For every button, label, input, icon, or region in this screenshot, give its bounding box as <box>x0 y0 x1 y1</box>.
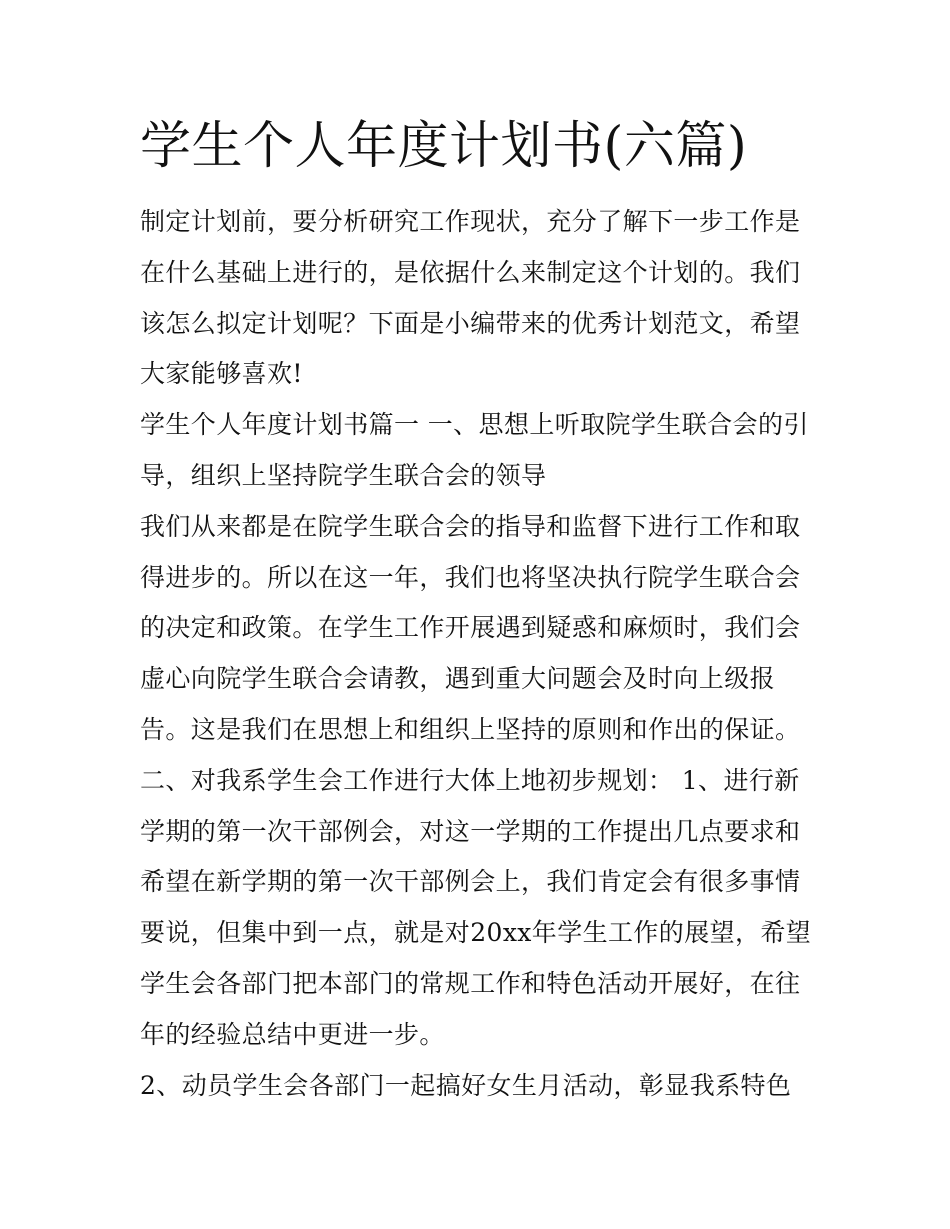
paragraph-item-two: 2、动员学生会各部门一起搞好女生月活动，彰显我系特色 <box>140 1070 792 1100</box>
paragraph-section-one-body: 我们从来都是在院学生联合会的指导和监督下进行工作和取得进步的。所以在这一年，我们也将坚决执行院学生联合会的决定和政策。在学生工作开展遇到疑惑和麻烦时，我们会虚心向院学生联合会请教，遇到重大问题会及时向上级报告。这是我们在思想上和组织上坚持的原则和作出的保证。 <box>140 511 801 744</box>
paragraph-intro: 制定计划前，要分析研究工作现状，充分了解下一步工作是在什么基础上进行的，是依据什么来制定这个计划的。我们该怎么拟定计划呢？下面是小编带来的优秀计划范文，希望大家能够喜欢! <box>140 207 801 389</box>
paragraph-section-two: 二、对我系学生会工作进行大体上地初步规划： 1、进行新学期的第一次干部例会，对这一学期的工作提出几点要求和希望在新学期的第一次干部例会上，我们肯定会有很多事情要说，但集中到一点，就是对20xx年学生工作的展望，希望学生会各部门把本部门的常规工作和特色活动开展好，在往年的经验总结中更进一步。 <box>140 765 812 1049</box>
document-title: 学生个人年度计划书(六篇) <box>140 117 748 176</box>
paragraph-section-one-heading: 学生个人年度计划书篇一 一、思想上听取院学生联合会的引导，组织上坚持院学生联合会的领导 <box>140 410 809 490</box>
document-body <box>140 197 815 1111</box>
